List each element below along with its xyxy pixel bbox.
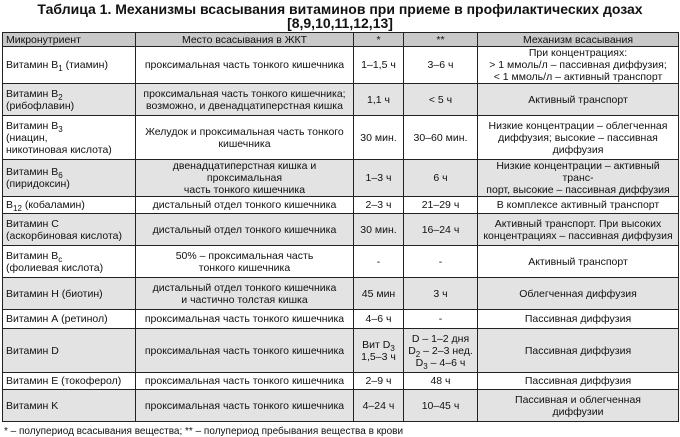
title-line-2: [8,9,10,11,12,13] (287, 15, 393, 31)
table-row (3, 373, 679, 390)
half-absorption-cell: 30 мин. (354, 116, 404, 160)
table-row (3, 310, 679, 329)
table-row (3, 47, 679, 84)
half-life-cell: 6 ч (404, 160, 478, 197)
table-title (2, 0, 678, 32)
half-absorption-cell: 2–3 ч (354, 197, 404, 214)
mechanism-cell: Активный транспорт. При высоких концентрациях – пассивная диффузия (478, 214, 679, 246)
half-life-cell: 16–24 ч (404, 214, 478, 246)
mechanism-cell: Низкие концентрации – облегченная диффузия; высокие – пассивная диффузия (478, 116, 679, 160)
nutrient-cell: Витамин С (аскорбиновая кислота) (3, 214, 136, 246)
half-absorption-cell: Вит $D_3$ 1,5–3 ч (354, 329, 404, 373)
mechanism-cell: Облегченная диффузия (478, 278, 679, 310)
nutrient-cell: Витамин $B_6$ (пиридоксин) (3, 160, 136, 197)
half-life-cell: 30–60 мин. (404, 116, 478, 160)
nutrient-cell: $B_{12}$ (кобаламин) (3, 197, 136, 214)
absorption-site-cell: проксимальная часть тонкого кишечника (136, 329, 354, 373)
absorption-site-cell: проксимальная часть тонкого кишечника (136, 390, 354, 422)
half-life-cell: < 5 ч (404, 84, 478, 116)
header-mechanism: Механизм всасывания (478, 33, 679, 47)
absorption-site-cell: 50% – проксимальная часть тонкого кишечника (136, 246, 354, 278)
nutrient-cell: Витамин $B_2$ (рибофлавин) (3, 84, 136, 116)
absorption-site-cell: проксимальная часть тонкого кишечника (136, 373, 354, 390)
nutrient-cell: Витамин Н (биотин) (3, 278, 136, 310)
mechanism-cell: Низкие концентрации – активный транс- порт, высокие – пассивная диффузия (478, 160, 679, 197)
header-half-life: ** (404, 33, 478, 47)
half-life-cell: - (404, 310, 478, 329)
table-row (3, 246, 679, 278)
absorption-site-cell: дистальный отдел тонкого кишечника (136, 197, 354, 214)
mechanism-cell: Пассивная диффузия (478, 373, 679, 390)
mechanism-cell: При концентрациях: > 1 ммоль/л – пассивная диффузия; < 1 ммоль/л – активный транспорт (478, 47, 679, 84)
nutrient-cell: Витамин $B_1$ (тиамин) (3, 47, 136, 84)
table-row (3, 214, 679, 246)
title-line-1: Таблица 1. Механизмы всасывания витаминов при приеме в профилактических дозах (37, 1, 643, 17)
half-absorption-cell: 30 мин. (354, 214, 404, 246)
mechanism-cell: Пассивная диффузия (478, 329, 679, 373)
mechanism-cell: В комплексе активный транспорт (478, 197, 679, 214)
half-life-cell: 10–45 ч (404, 390, 478, 422)
half-life-cell: 21–29 ч (404, 197, 478, 214)
half-life-cell: D – 1–2 дня $D_2 - 2-3$ нед. $D_3 - 4-6$ ч (404, 329, 478, 373)
absorption-site-cell: дистальный отдел тонкого кишечника и частично толстая кишка (136, 278, 354, 310)
half-absorption-cell: 1–3 ч (354, 160, 404, 197)
nutrient-cell: Витамин D (3, 329, 136, 373)
mechanism-cell: Активный транспорт (478, 84, 679, 116)
mechanism-cell: Пассивная диффузия (478, 310, 679, 329)
table-row (3, 278, 679, 310)
header-site: Место всасывания в ЖКТ (136, 33, 354, 47)
page (2, 0, 678, 437)
table-row (3, 116, 679, 160)
half-absorption-cell: 4–24 ч (354, 390, 404, 422)
mechanism-cell: Активный транспорт (478, 246, 679, 278)
half-absorption-cell: 1,1 ч (354, 84, 404, 116)
header-nutrient: Микронутриент (3, 33, 136, 47)
mechanism-cell: Пассивная и облегченная диффузии (478, 390, 679, 422)
half-life-cell: 3–6 ч (404, 47, 478, 84)
header-row (3, 33, 679, 47)
half-absorption-cell: 4–6 ч (354, 310, 404, 329)
absorption-site-cell: Желудок и проксимальная часть тонкого кишечника (136, 116, 354, 160)
nutrient-cell: Витамин А (ретинол) (3, 310, 136, 329)
half-life-cell: - (404, 246, 478, 278)
half-absorption-cell: 2–9 ч (354, 373, 404, 390)
absorption-site-cell: проксимальная часть тонкого кишечника; возможно, и двенадцатиперстная кишка (136, 84, 354, 116)
half-life-cell: 48 ч (404, 373, 478, 390)
footnote: * – полупериод всасывания вещества; ** – полупериод пребывания вещества в крови (4, 426, 404, 437)
absorption-site-cell: двенадцатиперстная кишка и проксимальная часть тонкого кишечника (136, 160, 354, 197)
header-half-absorption: * (354, 33, 404, 47)
table-row (3, 329, 679, 373)
absorption-site-cell: дистальный отдел тонкого кишечника (136, 214, 354, 246)
absorption-site-cell: проксимальная часть тонкого кишечника (136, 47, 354, 84)
half-absorption-cell: - (354, 246, 404, 278)
half-absorption-cell: 45 мин (354, 278, 404, 310)
nutrient-cell: Витамин Е (токоферол) (3, 373, 136, 390)
half-life-cell: 3 ч (404, 278, 478, 310)
table-row (3, 84, 679, 116)
nutrient-cell: Витамин $B_3$ (ниацин, никотиновая кислота) (3, 116, 136, 160)
half-absorption-cell: 1–1,5 ч (354, 47, 404, 84)
table-row (3, 197, 679, 214)
vitamin-absorption-table (2, 32, 679, 422)
table-row (3, 160, 679, 197)
table-row (3, 390, 679, 422)
nutrient-cell: Витамин $B_c$ (фолиевая кислота) (3, 246, 136, 278)
absorption-site-cell: проксимальная часть тонкого кишечника (136, 310, 354, 329)
nutrient-cell: Витамин K (3, 390, 136, 422)
